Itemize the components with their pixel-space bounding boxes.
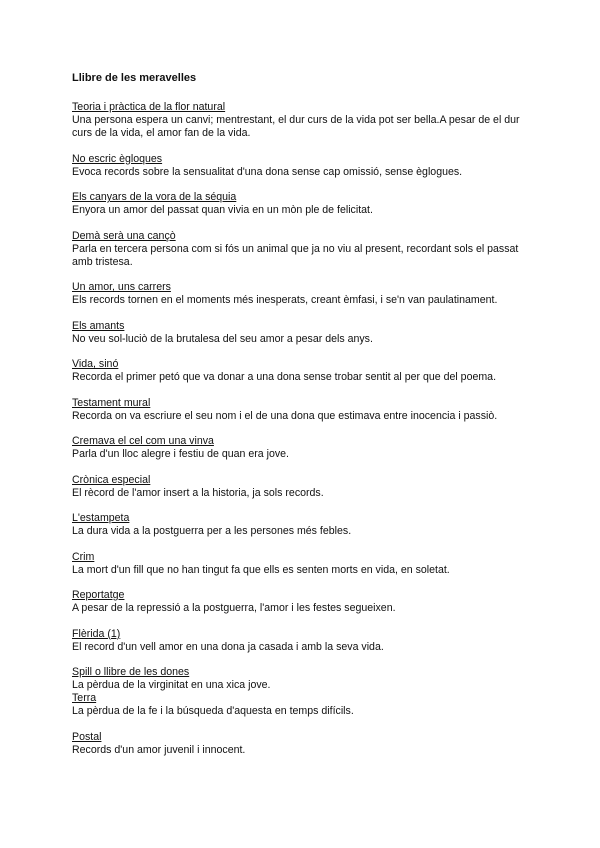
poem-title: Un amor, uns carrers	[72, 281, 171, 293]
poem-entry	[72, 551, 540, 577]
poem-title: Teoria i pràctica de la flor natural	[72, 101, 226, 113]
poem-summary: Recorda on va escriure el seu nom i el de una dona que estimava entre inocencia i passiò.	[72, 409, 498, 422]
poem-summary: Evoca records sobre la sensualitat d'una dona sense cap omissió, sense èglogues.	[72, 165, 463, 178]
poem-entry	[72, 692, 540, 718]
poem-title: Spill o llibre de les dones	[72, 666, 190, 678]
poem-title: Demà serà una cançò	[72, 229, 176, 242]
poem-summary: Enyora un amor del passat quan vivia en un mòn ple de felicitat.	[72, 204, 373, 216]
poem-summary: La pèrdua de la fe i la búsqueda d'aquesta en temps difícils.	[72, 705, 354, 717]
poem-summary: Parla en tercera persona com si fós un animal que ja no viu al present, recordant sols el passat amb tristesa.	[72, 242, 519, 268]
poem-title: Reportatge	[72, 589, 125, 601]
poem-entry	[72, 358, 540, 384]
poem-title: Els amants	[72, 319, 125, 332]
poem-title: Postal	[72, 730, 102, 743]
poem-summary: La mort d'un fill que no han tingut fa que ells es senten morts en vida, en soletat.	[72, 563, 450, 576]
poem-title: Testament mural	[72, 396, 151, 409]
poem-summary: Records d'un amor juvenil i innocent.	[72, 743, 246, 756]
poem-summary: La dura vida a la postguerra per a les persones més febles.	[72, 525, 352, 537]
poem-title: L'estampeta	[72, 512, 130, 524]
poem-summary: El record d'un vell amor en una dona ja casada i amb la seva vida.	[72, 640, 384, 653]
poem-entry	[72, 101, 540, 140]
poem-title: Crònica especial	[72, 473, 151, 486]
poem-title: Crim	[72, 550, 95, 563]
poem-title: Cremava el cel com una vinva	[72, 435, 214, 447]
poem-summary: Els records tornen en el moments més inesperats, creant èmfasi, i se'n van paulatinament.	[72, 294, 498, 306]
poem-entry	[72, 512, 540, 538]
poem-entry	[72, 435, 540, 461]
poem-entry	[72, 153, 540, 179]
poem-summary: La pèrdua de la virginitat en una xica jove.	[72, 679, 271, 691]
document-title: Llibre de les meravelles	[72, 72, 197, 84]
poem-entry	[72, 666, 540, 692]
poem-entry	[72, 628, 540, 654]
poem-summary: Una persona espera un canvi; mentrestant, el dur curs de la vida pot ser bella.A pesar de el dur curs de la vida, el amor fan de la vida.	[72, 114, 520, 139]
poem-title: Terra	[72, 692, 97, 704]
poem-title: No escric ègloques	[72, 152, 163, 165]
poem-entry	[72, 320, 540, 346]
poem-entry	[72, 281, 540, 307]
poem-entry	[72, 589, 540, 615]
poem-summary: No veu sol-luciò de la brutalesa del seu amor a pesar dels anys.	[72, 332, 373, 345]
poem-title: Els canyars de la vora de la séquia	[72, 191, 237, 203]
poem-entry	[72, 731, 540, 757]
poem-summary: Parla d'un lloc alegre i festiu de quan era jove.	[72, 448, 289, 460]
poem-entry	[72, 230, 540, 269]
poem-entry	[72, 191, 540, 217]
poem-summary: El rècord de l'amor insert a la historia, ja sols records.	[72, 486, 324, 499]
poem-entry	[72, 397, 540, 423]
poem-title: Flèrida (1)	[72, 627, 121, 640]
poem-entry	[72, 474, 540, 500]
poem-title: Vida, sinó	[72, 358, 119, 370]
poem-summary: Recorda el primer petó que va donar a una dona sense trobar sentit al per que del poema.	[72, 371, 497, 383]
poem-summary: A pesar de la repressió a la postguerra, l'amor i les festes segueixen.	[72, 602, 396, 614]
